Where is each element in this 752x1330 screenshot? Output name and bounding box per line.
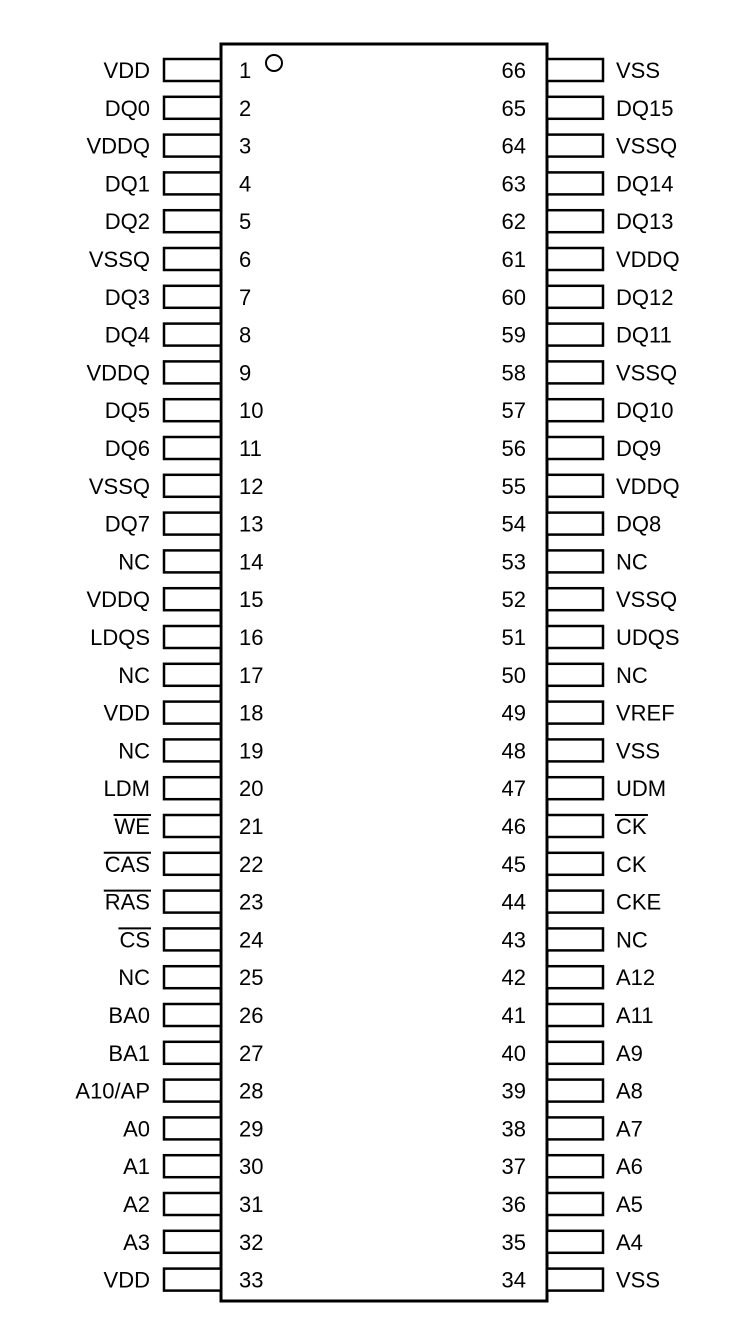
pin-lead: [164, 777, 221, 799]
pin-row: [118, 549, 263, 574]
pin-name: A9: [616, 1040, 643, 1066]
pin-name: CK: [616, 814, 647, 839]
pin-lead: [547, 437, 603, 459]
pin-name: DQ11: [616, 322, 672, 348]
pin-lead: [164, 1155, 221, 1177]
pin-row: [105, 436, 262, 461]
pin-lead: [547, 399, 603, 421]
pin-row: [502, 58, 661, 83]
pin-lead: [164, 475, 221, 497]
pin-lead: [547, 891, 603, 913]
pin-number: 66: [501, 58, 526, 83]
pin-name: DQ12: [616, 284, 674, 310]
pin-name: BA0: [108, 1003, 150, 1028]
pin-name: VDDQ: [86, 133, 150, 159]
pin-row: [502, 1192, 643, 1217]
pin-name: A10/AP: [75, 1078, 150, 1104]
pin-row: [123, 1116, 263, 1141]
pin-number: 17: [239, 662, 264, 688]
pin-row: [114, 814, 264, 839]
pin-lead: [164, 324, 221, 346]
pin-lead: [164, 1080, 221, 1102]
pin-number: 22: [239, 851, 264, 877]
pin-name: DQ1: [104, 171, 150, 197]
pin-row: [118, 738, 263, 763]
pin-lead: [547, 777, 603, 799]
pin-number: 63: [501, 171, 526, 197]
pin-number: 60: [501, 284, 526, 310]
pin-name: LDQS: [90, 625, 150, 650]
pin-row: [105, 512, 264, 537]
pin-lead: [547, 815, 603, 837]
pin-name: CK: [616, 851, 647, 877]
pin-number: 28: [239, 1078, 264, 1104]
pin-name: A11: [616, 1003, 654, 1028]
pin-name: DQ7: [104, 511, 150, 537]
pin-lead: [164, 664, 221, 686]
pin-lead: [547, 1231, 603, 1253]
pin-number: 42: [501, 965, 526, 991]
pin-number: 12: [239, 473, 264, 499]
pin-row: [502, 512, 662, 537]
pin-name: NC: [118, 738, 150, 764]
pin-lead: [547, 1080, 603, 1102]
pin-row: [104, 776, 264, 801]
pin-row: [502, 852, 647, 877]
pin-row: [502, 890, 662, 915]
pin-row: [118, 965, 263, 990]
pin-lead: [164, 853, 221, 875]
pin-name: NC: [118, 549, 150, 575]
pin-lead: [164, 1193, 221, 1215]
pin-lead: [164, 1004, 221, 1026]
pin-name: VDDQ: [86, 587, 150, 613]
pin-row: [123, 1192, 263, 1217]
pin-name: DQ14: [616, 171, 674, 197]
pin-number: 2: [239, 95, 252, 121]
pin-lead: [164, 1231, 221, 1253]
pin-lead: [164, 172, 221, 194]
pin-name: VDDQ: [616, 473, 680, 499]
pin-row: [502, 1268, 661, 1293]
pin-lead: [164, 437, 221, 459]
pin-row: [502, 927, 648, 952]
pin-number: 44: [501, 889, 526, 915]
pin-lead: [547, 1117, 603, 1139]
pin-lead: [164, 739, 221, 761]
pin-name: CKE: [616, 889, 662, 915]
pin-name: VDDQ: [86, 360, 150, 386]
pin-number: 16: [239, 625, 264, 650]
pin-name: A6: [616, 1154, 643, 1180]
pin-name: VSS: [616, 58, 661, 83]
pin-number: 31: [239, 1192, 264, 1217]
pin-number: 46: [501, 814, 526, 839]
pin-lead: [164, 248, 221, 270]
pin-name: UDM: [616, 776, 667, 802]
pin-lead: [164, 588, 221, 610]
pin-number: 13: [239, 511, 264, 537]
pin-lead: [547, 513, 603, 535]
pin-name: NC: [616, 927, 648, 953]
pin-name: NC: [118, 662, 150, 688]
pin-lead: [547, 248, 603, 270]
pin-lead: [164, 702, 221, 724]
pin-name: VSSQ: [88, 247, 150, 272]
pin-number: 58: [501, 360, 526, 386]
pin-number: 8: [239, 322, 252, 348]
pin-lead: [547, 172, 603, 194]
pin-name: A8: [616, 1078, 643, 1104]
pin-lead: [547, 702, 603, 724]
chip-body: [221, 44, 547, 1301]
pin-number: 30: [239, 1154, 264, 1180]
pin-row: [108, 1003, 263, 1028]
pin-number: 7: [239, 284, 252, 310]
pin-name: VREF: [616, 700, 675, 726]
pin-number: 3: [239, 133, 252, 159]
pin-number: 38: [501, 1116, 526, 1142]
pin-number: 62: [501, 209, 526, 235]
pin-number: 14: [239, 549, 264, 575]
pin-row: [104, 890, 264, 915]
pin-name: A7: [616, 1116, 643, 1142]
pin-row: [502, 1079, 643, 1104]
pin-row: [502, 549, 648, 574]
pin-lead: [547, 966, 603, 988]
pin-number: 47: [501, 776, 526, 802]
pin-lead: [547, 853, 603, 875]
pin-name: VSS: [616, 738, 661, 764]
pin-name: NC: [118, 965, 150, 991]
pin-name: VDDQ: [616, 247, 680, 272]
pin-row: [118, 663, 263, 688]
pin-name: A5: [616, 1192, 643, 1217]
pin-number: 57: [501, 398, 526, 424]
pin-number: 59: [501, 322, 526, 348]
pin-row: [104, 852, 264, 877]
pin-number: 56: [501, 436, 526, 461]
pin-number: 48: [501, 738, 526, 764]
pin-number: 35: [501, 1229, 526, 1255]
pin-lead: [164, 1042, 221, 1064]
pin-lead: [164, 97, 221, 119]
pin-lead: [547, 97, 603, 119]
pin-name: DQ8: [616, 511, 662, 537]
pin-row: [502, 663, 648, 688]
pin-number: 53: [501, 549, 526, 575]
pin-lead: [164, 59, 221, 81]
pin-name: CS: [119, 927, 150, 953]
pin-name: DQ15: [616, 95, 674, 121]
pin-number: 11: [239, 436, 262, 461]
pin-lead: [164, 399, 221, 421]
pin-row: [502, 1041, 643, 1066]
pin-lead: [547, 664, 603, 686]
pin-row: [502, 738, 661, 763]
pin-row: [502, 1003, 654, 1028]
pin-name: DQ6: [104, 436, 150, 461]
pin-name: VSSQ: [616, 360, 678, 386]
pin-lead: [547, 475, 603, 497]
pin-number: 45: [501, 851, 526, 877]
pin-lead: [164, 286, 221, 308]
pin-lead: [164, 135, 221, 157]
pin-lead: [547, 588, 603, 610]
pin-number: 5: [239, 209, 252, 235]
pin-name: A1: [123, 1154, 150, 1180]
pin-number: 9: [239, 360, 252, 386]
pin-number: 33: [239, 1267, 264, 1293]
pin-number: 10: [239, 398, 264, 424]
pin-lead: [547, 135, 603, 157]
pin-name: VSSQ: [616, 133, 678, 159]
pin-row: [502, 814, 648, 839]
pin-number: 65: [501, 95, 526, 121]
pin-name: VSSQ: [88, 473, 150, 499]
pin-lead: [547, 739, 603, 761]
pin-number: 61: [501, 247, 526, 272]
pin-name: VDD: [103, 58, 150, 83]
pin-name: DQ3: [104, 284, 150, 310]
pin-name: NC: [616, 549, 648, 575]
pin-name: VDD: [103, 1267, 150, 1293]
pin-row: [502, 1230, 643, 1255]
pin-number: 37: [501, 1154, 526, 1180]
pin-row: [104, 701, 264, 726]
pin-lead: [547, 59, 603, 81]
pin-name: DQ0: [104, 95, 150, 121]
pin-number: 24: [239, 927, 264, 953]
pin-name: DQ13: [616, 209, 674, 235]
pin-name: A4: [616, 1229, 643, 1255]
pin-row: [502, 436, 662, 461]
pin-lead: [547, 1269, 603, 1291]
pin-lead: [547, 361, 603, 383]
pin-lead: [164, 891, 221, 913]
pin-name: DQ10: [616, 398, 674, 424]
pin-name: LDM: [103, 776, 150, 802]
pin-row: [502, 965, 656, 990]
pin-name: CAS: [104, 851, 150, 877]
pin-lead: [164, 513, 221, 535]
pin-number: 43: [501, 927, 526, 953]
pin-lead: [547, 550, 603, 572]
pin-lead: [164, 550, 221, 572]
pin-name: A12: [616, 965, 656, 991]
pin-number: 23: [239, 889, 264, 915]
pin-number: 26: [239, 1003, 264, 1028]
pin-number: 27: [239, 1040, 264, 1066]
pin-row: [105, 398, 264, 423]
pin-lead: [547, 928, 603, 950]
pin-lead: [547, 1155, 603, 1177]
pin-name: VSS: [616, 1267, 661, 1293]
pin-row: [123, 1230, 263, 1255]
pin-lead: [547, 1193, 603, 1215]
pin-number: 1: [239, 58, 252, 83]
pin-lead: [547, 626, 603, 648]
pin-number: 4: [239, 171, 252, 197]
pin-lead: [164, 928, 221, 950]
pin-name: DQ9: [616, 436, 662, 461]
pin-name: DQ2: [104, 209, 150, 235]
pin-number: 15: [239, 587, 264, 613]
pin-lead: [164, 361, 221, 383]
pin-name: VSSQ: [616, 587, 678, 613]
pin-lead: [547, 210, 603, 232]
pin-number: 36: [501, 1192, 526, 1217]
pin-lead: [547, 1004, 603, 1026]
pin-lead: [547, 286, 603, 308]
pin-number: 39: [501, 1078, 526, 1104]
pin-row: [502, 1116, 643, 1141]
pin-number: 40: [501, 1040, 526, 1066]
pin-number: 19: [239, 738, 264, 764]
pin-number: 52: [501, 587, 526, 613]
pin-number: 21: [239, 814, 264, 839]
pin-number: 54: [501, 511, 526, 537]
pin-row: [502, 1154, 643, 1179]
pin-number: 50: [501, 662, 526, 688]
pin-name: NC: [616, 662, 648, 688]
pin-name: DQ4: [104, 322, 150, 348]
pin-number: 18: [239, 700, 264, 726]
pin-lead: [164, 626, 221, 648]
pin-number: 64: [501, 133, 526, 159]
pin-name: BA1: [108, 1040, 150, 1066]
pin-number: 51: [501, 625, 526, 650]
pin-number: 20: [239, 776, 264, 802]
pin-number: 55: [501, 473, 526, 499]
pin-lead: [164, 1269, 221, 1291]
pin-number: 41: [501, 1003, 526, 1028]
pin-name: DQ5: [104, 398, 150, 424]
pin-number: 25: [239, 965, 264, 991]
pin-name: UDQS: [616, 625, 680, 650]
pin-lead: [547, 324, 603, 346]
pin-name: RAS: [104, 889, 150, 915]
pin-row: [108, 1041, 263, 1066]
pin-lead: [164, 210, 221, 232]
pin-name: A2: [123, 1192, 150, 1217]
pin-row: [104, 1268, 264, 1293]
pin-lead: [164, 815, 221, 837]
pin-number: 34: [501, 1267, 526, 1293]
pin-lead: [547, 1042, 603, 1064]
pin-number: 49: [501, 700, 526, 726]
pin-number: 32: [239, 1229, 264, 1255]
pin-lead: [164, 966, 221, 988]
pin-number: 29: [239, 1116, 264, 1142]
pin-name: WE: [114, 814, 150, 839]
pin-number: 6: [239, 247, 252, 272]
pin-name: A3: [123, 1229, 150, 1255]
pin-name: VDD: [103, 700, 150, 726]
pin-row: [118, 927, 263, 952]
pin-lead: [164, 1117, 221, 1139]
pin-name: A0: [123, 1116, 150, 1142]
pin-row: [123, 1154, 263, 1179]
